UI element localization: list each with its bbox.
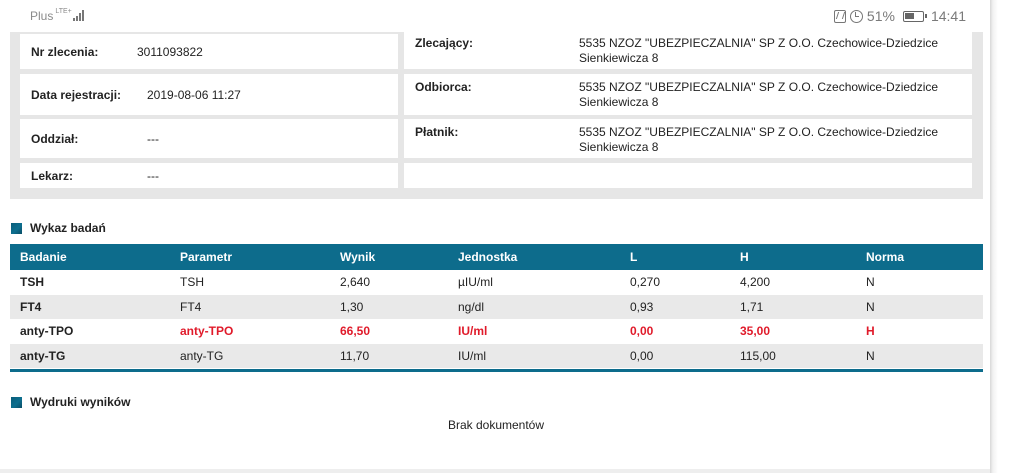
test-name: anty-TG — [10, 344, 170, 369]
department-cell — [20, 119, 398, 158]
high-limit: 1,71 — [730, 295, 856, 320]
unit: IU/ml — [448, 344, 620, 369]
order-info-panel — [10, 32, 983, 199]
column-header[interactable]: H — [730, 244, 856, 270]
low-limit: 0,00 — [620, 344, 730, 369]
parameter: FT4 — [170, 295, 330, 320]
high-limit: 4,200 — [740, 275, 771, 290]
table-row[interactable] — [10, 295, 983, 320]
nfc-icon — [834, 10, 846, 23]
signal-icon — [73, 9, 84, 21]
low-limit: 0,00 — [630, 324, 654, 339]
unit: IU/ml — [458, 324, 488, 339]
payer-value — [579, 125, 938, 155]
high-limit: 35,00 — [740, 324, 771, 339]
test-name: anty-TPO — [20, 324, 74, 339]
department-label: Oddział: — [31, 132, 79, 146]
recipient-line2: Sienkiewicza 8 — [579, 95, 659, 109]
doctor-label: Lekarz: — [31, 169, 74, 183]
recipient-line1: 5535 NZOZ "UBEZPIECZALNIA" SP Z O.O. Czechowice-Dziedzice — [579, 80, 939, 94]
column-header[interactable]: Badanie — [10, 244, 170, 270]
results-table — [10, 244, 983, 368]
clock: 14:41 — [930, 8, 966, 24]
unit: ng/dl — [448, 295, 620, 320]
tests-section-title — [11, 221, 106, 235]
section-square-icon — [11, 397, 22, 408]
high-limit: 115,00 — [730, 344, 856, 369]
result: 2,640 — [340, 275, 371, 290]
parameter: anty-TG — [170, 344, 330, 369]
norm-flag: N — [866, 275, 875, 290]
screen-edge — [990, 0, 1024, 473]
column-header[interactable]: Wynik — [330, 244, 448, 270]
column-header[interactable]: Parametr — [170, 244, 330, 270]
carrier-name: Plus — [30, 9, 54, 23]
column-header[interactable]: L — [620, 244, 730, 270]
bottom-edge — [0, 469, 990, 473]
table-bottom-border — [10, 369, 983, 372]
order-number-cell — [20, 34, 398, 69]
payer-line1: 5535 NZOZ "UBEZPIECZALNIA" SP Z O.O. Czechowice-Dziedzice — [579, 125, 939, 139]
unit: µIU/ml — [458, 275, 493, 290]
registration-date-label: Data rejestracji: — [31, 88, 122, 102]
parameter: anty-TPO — [180, 324, 234, 339]
registration-date-value: 2019-08-06 11:27 — [147, 88, 241, 102]
column-header[interactable]: Norma — [856, 244, 983, 270]
low-limit: 0,270 — [630, 275, 661, 290]
payer-label: Płatnik: — [415, 125, 459, 139]
table-row[interactable] — [10, 270, 983, 295]
registration-date-cell — [20, 74, 398, 115]
ordering-party-value — [579, 36, 938, 66]
printouts-section-label: Wydruki wyników — [30, 395, 131, 409]
ordering-party-line1: 5535 NZOZ "UBEZPIECZALNIA" SP Z O.O. Czechowice-Dziedzice — [579, 36, 939, 50]
parameter: TSH — [180, 275, 204, 290]
section-square-icon — [11, 223, 22, 234]
ordering-party-label: Zlecający: — [415, 36, 474, 50]
no-documents-message: Brak dokumentów — [447, 418, 545, 432]
ordering-party-cell — [404, 32, 972, 69]
column-header[interactable]: Jednostka — [448, 244, 620, 270]
payer-cell — [404, 119, 972, 158]
empty-cell — [404, 163, 972, 188]
table-header-row — [10, 244, 983, 270]
order-number-value: 3011093822 — [137, 45, 203, 59]
result: 66,50 — [340, 324, 371, 339]
test-name: TSH — [20, 275, 44, 290]
status-bar — [0, 0, 1024, 34]
test-name: FT4 — [10, 295, 170, 320]
result: 11,70 — [330, 344, 448, 369]
carrier-indicator — [30, 9, 84, 23]
table-row-abnormal[interactable] — [10, 319, 983, 344]
ordering-party-line2: Sienkiewicza 8 — [579, 51, 659, 65]
result: 1,30 — [330, 295, 448, 320]
doctor-cell — [20, 163, 398, 188]
alarm-icon — [850, 10, 863, 23]
recipient-cell — [404, 74, 972, 115]
table-row[interactable] — [10, 344, 983, 369]
payer-line2: Sienkiewicza 8 — [579, 140, 659, 154]
battery-percent: 51% — [866, 8, 895, 24]
network-type: LTE+ — [55, 8, 72, 15]
order-number-label: Nr zlecenia: — [31, 45, 99, 59]
battery-icon — [903, 11, 924, 22]
department-value: --- — [147, 132, 159, 146]
norm-flag: N — [856, 344, 983, 369]
low-limit: 0,93 — [620, 295, 730, 320]
doctor-value: --- — [147, 169, 159, 183]
tests-section-label: Wykaz badań — [30, 221, 106, 235]
norm-flag: H — [866, 324, 875, 339]
printouts-section-title — [11, 395, 130, 409]
recipient-value — [579, 80, 938, 110]
recipient-label: Odbiorca: — [415, 80, 472, 94]
norm-flag: N — [856, 295, 983, 320]
